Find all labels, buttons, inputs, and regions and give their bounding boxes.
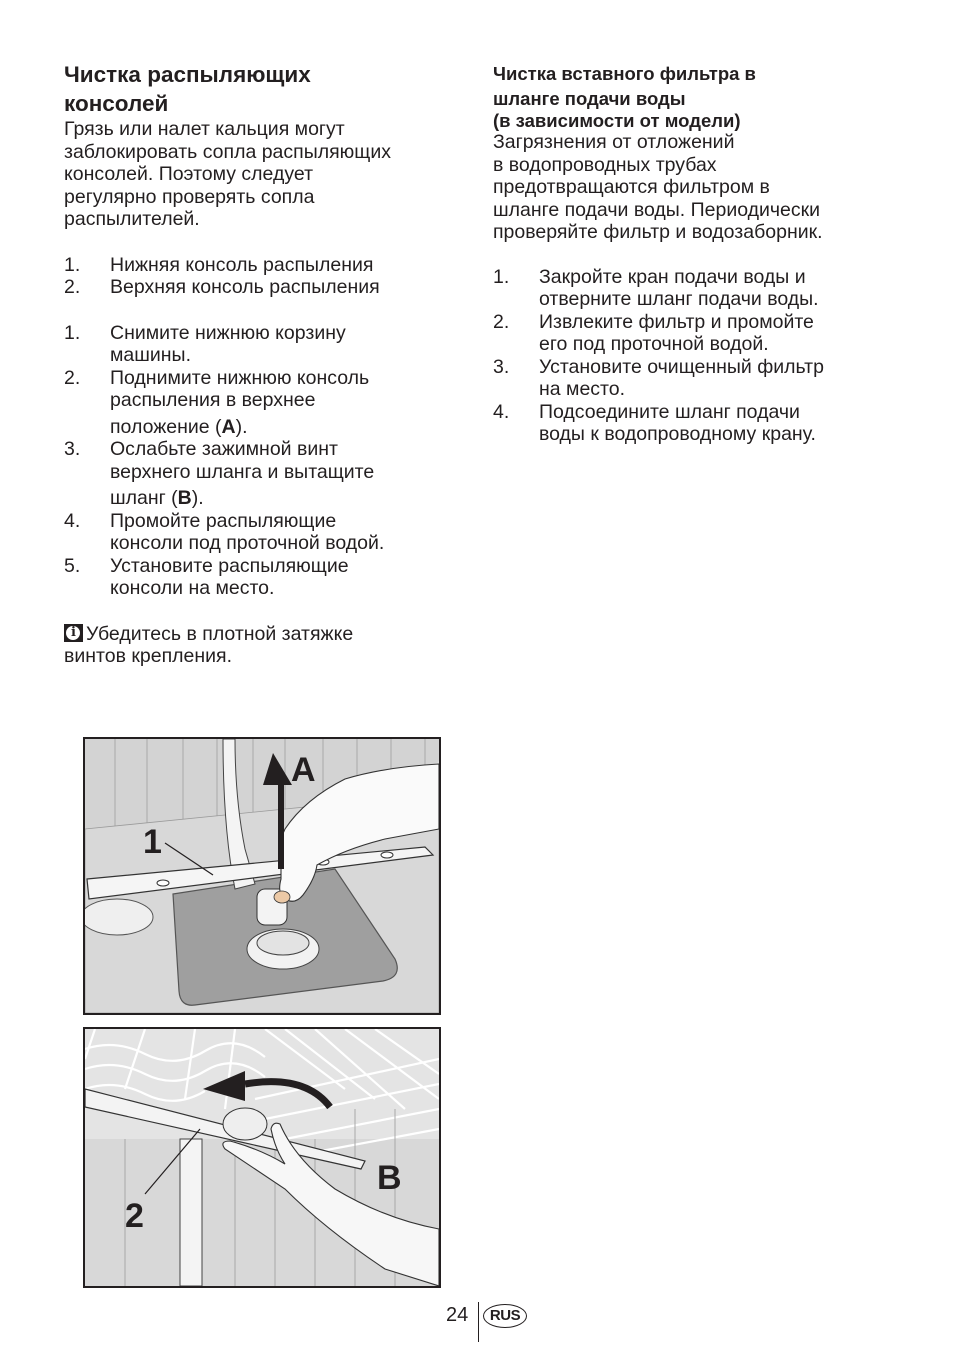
cleaning-steps-list: [64, 322, 464, 600]
list-item: 2. Поднимите нижнюю консоль распыления в верхнее положение (A).: [64, 366, 370, 438]
section-title-inlet-filter: Чистка вставного фильтра в шланге подачи воды (в зависимости от модели): [493, 63, 756, 131]
info-icon: [64, 624, 83, 642]
list-item: 5. Установите распыляющие консоли на место.: [64, 554, 349, 599]
list-item: 1. Снимите нижнюю корзину машины.: [64, 321, 346, 366]
figure-ref-a: A: [221, 415, 236, 438]
page-number: 24: [446, 1304, 469, 1326]
left-column: [64, 60, 464, 668]
filter-intro-paragraph: Загрязнения от отложений в водопроводных трубах предотвращаются фильтром в шланге подачи воды. Периодически проверяйте фильтр и водозаборник.: [493, 131, 823, 243]
parts-list: [64, 254, 464, 299]
list-item: 3. Установите очищенный фильтр на место.: [493, 355, 824, 400]
figure-ref-b: B: [177, 487, 192, 509]
figure-label-2: 2: [125, 1197, 144, 1235]
footer-divider: [478, 1302, 479, 1342]
right-column: [493, 60, 913, 446]
list-item: 1. Закройте кран подачи воды и отверните шланг подачи воды.: [493, 265, 819, 310]
list-item: 4. Промойте распыляющие консоли под проточной водой.: [64, 509, 385, 554]
upper-spray-arm-illustration: [83, 1027, 441, 1288]
section-title-spray-arms: Чистка распыляющих консолей: [64, 62, 311, 116]
figure-label-a: A: [291, 751, 316, 789]
list-item: 3. Ослабьте зажимной винт верхнего шланга и вытащите шланг (B).: [64, 438, 375, 509]
filter-steps-list: [493, 266, 913, 446]
intro-paragraph: Грязь или налет кальция могут заблокировать сопла распыляющих консолей. Поэтому следует регулярно проверять сопла распылителей.: [64, 118, 391, 230]
list-item: 2. Извлеките фильтр и промойте его под проточной водой.: [493, 310, 814, 355]
lower-spray-arm-illustration: [83, 737, 441, 1015]
figure-label-b: B: [377, 1159, 402, 1197]
list-item: 2. Верхняя консоль распыления: [64, 276, 380, 298]
list-item: 4. Подсоедините шланг подачи воды к водопроводному крану.: [493, 400, 816, 445]
list-item: 1. Нижняя консоль распыления: [64, 253, 374, 276]
info-note: iУбедитесь в плотной затяжке винтов крепления.: [64, 623, 464, 668]
figure-label-1: 1: [143, 823, 162, 861]
language-badge: RUS: [483, 1304, 527, 1328]
